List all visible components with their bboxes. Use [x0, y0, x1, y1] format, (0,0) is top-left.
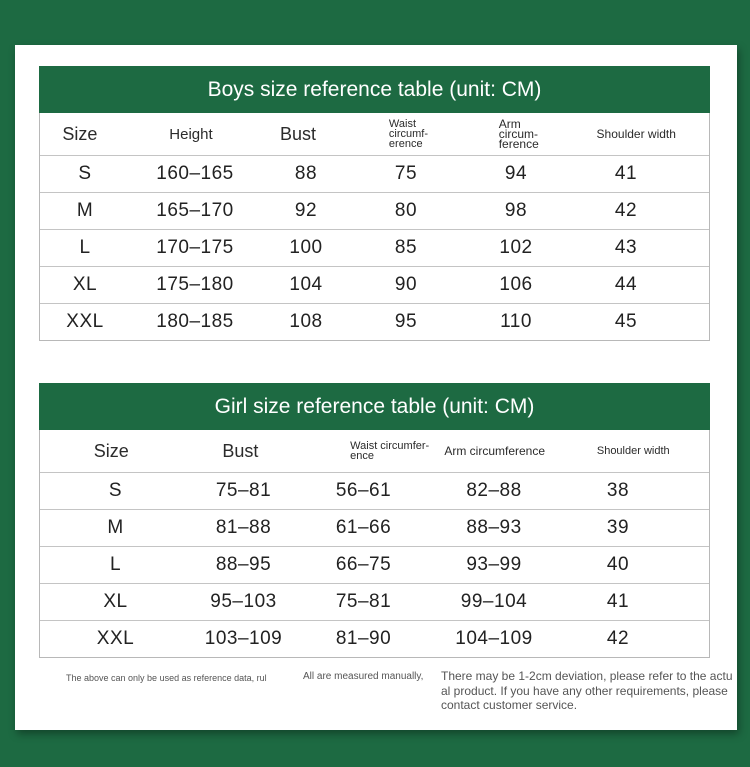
- header-arm: Arm circumference: [444, 444, 546, 458]
- table-cell: L: [109, 554, 122, 575]
- table-cell: 88–93: [466, 517, 522, 538]
- table-row: [40, 509, 709, 546]
- table-cell: 94: [504, 163, 528, 184]
- header-arm: Arm circum- ference: [498, 117, 539, 151]
- table-cell: 40: [606, 554, 630, 575]
- table-cell: 80: [394, 200, 418, 221]
- table-cell: 104: [289, 274, 323, 295]
- table-cell: 75–81: [335, 591, 392, 612]
- header-size: Size: [93, 440, 129, 461]
- table-cell: 75: [394, 163, 418, 184]
- boys-header-row: [40, 113, 709, 155]
- table-cell: 95–103: [210, 591, 277, 612]
- header-bust: Bust: [222, 440, 259, 461]
- header-shoulder: Shoulder width: [596, 445, 670, 457]
- header-shoulder: Shoulder width: [596, 127, 676, 141]
- table-cell: 180–185: [156, 311, 234, 332]
- table-cell: 61–66: [335, 517, 392, 538]
- table-cell: 56–61: [335, 480, 392, 501]
- size-chart-card: [15, 45, 737, 730]
- boys-table-title: Boys size reference table (unit: CM): [39, 66, 710, 113]
- table-cell: 66–75: [335, 554, 392, 575]
- table-cell: 95: [394, 311, 418, 332]
- table-cell: 85: [394, 237, 418, 258]
- table-row: [40, 546, 709, 583]
- table-cell: 45: [614, 311, 638, 332]
- table-cell: 81–88: [215, 517, 272, 538]
- table-cell: L: [79, 237, 91, 258]
- table-cell: XXL: [66, 311, 104, 332]
- table-cell: 75–81: [215, 480, 272, 501]
- header-height: Height: [169, 125, 213, 143]
- table-cell: 92: [294, 200, 318, 221]
- header-bust: Bust: [280, 123, 317, 144]
- table-cell: 38: [606, 480, 630, 501]
- table-cell: M: [76, 200, 94, 221]
- table-cell: XL: [72, 274, 98, 295]
- table-cell: S: [108, 480, 123, 501]
- table-row: [40, 266, 709, 303]
- table-cell: 41: [614, 163, 638, 184]
- table-cell: 104–109: [455, 628, 533, 649]
- girls-table-body: [39, 430, 710, 658]
- table-cell: 108: [289, 311, 323, 332]
- table-cell: XL: [103, 591, 128, 612]
- table-cell: M: [107, 517, 124, 538]
- table-cell: 103–109: [204, 628, 283, 649]
- table-cell: S: [78, 163, 92, 184]
- header-waist: Waist circumfer- ence: [350, 440, 430, 462]
- table-cell: 43: [614, 237, 638, 258]
- header-waist: Waist circumf- erence: [388, 118, 429, 150]
- table-cell: 88: [294, 163, 318, 184]
- table-cell: 39: [606, 517, 630, 538]
- table-cell: 44: [614, 274, 638, 295]
- footer-note-manual: All are measured manually,: [303, 671, 424, 682]
- table-row: [40, 229, 709, 266]
- table-cell: 93–99: [466, 554, 522, 575]
- table-cell: 82–88: [466, 480, 522, 501]
- table-cell: 160–165: [156, 163, 234, 184]
- footer-note-reference: The above can only be used as reference data, rul: [66, 673, 267, 683]
- girls-size-table: [39, 383, 710, 658]
- girls-header-row: [40, 430, 709, 472]
- table-cell: 170–175: [156, 237, 234, 258]
- boys-size-table: [39, 66, 710, 341]
- girls-table-title: Girl size reference table (unit: CM): [39, 383, 710, 430]
- table-cell: 106: [499, 274, 533, 295]
- table-row: [40, 472, 709, 509]
- table-cell: 100: [289, 237, 323, 258]
- footer-note-deviation: There may be 1-2cm deviation, please refer to the actu al product. If you have any other requirements, please contact customer service.: [441, 669, 733, 712]
- table-cell: 90: [394, 274, 418, 295]
- table-cell: 88–95: [215, 554, 272, 575]
- table-cell: 42: [606, 628, 630, 649]
- table-row: [40, 583, 709, 620]
- table-row: [40, 303, 709, 340]
- table-cell: 81–90: [335, 628, 392, 649]
- table-cell: 98: [504, 200, 528, 221]
- table-row: [40, 192, 709, 229]
- table-cell: 110: [500, 311, 532, 332]
- table-cell: XXL: [96, 628, 135, 649]
- boys-table-body: [39, 113, 710, 341]
- table-row: [40, 620, 709, 657]
- table-cell: 42: [614, 200, 638, 221]
- table-cell: 165–170: [156, 200, 234, 221]
- header-size: Size: [62, 123, 98, 144]
- table-cell: 99–104: [460, 591, 528, 612]
- table-cell: 41: [606, 591, 630, 612]
- table-row: [40, 155, 709, 192]
- table-cell: 175–180: [156, 274, 234, 295]
- table-cell: 102: [499, 237, 533, 258]
